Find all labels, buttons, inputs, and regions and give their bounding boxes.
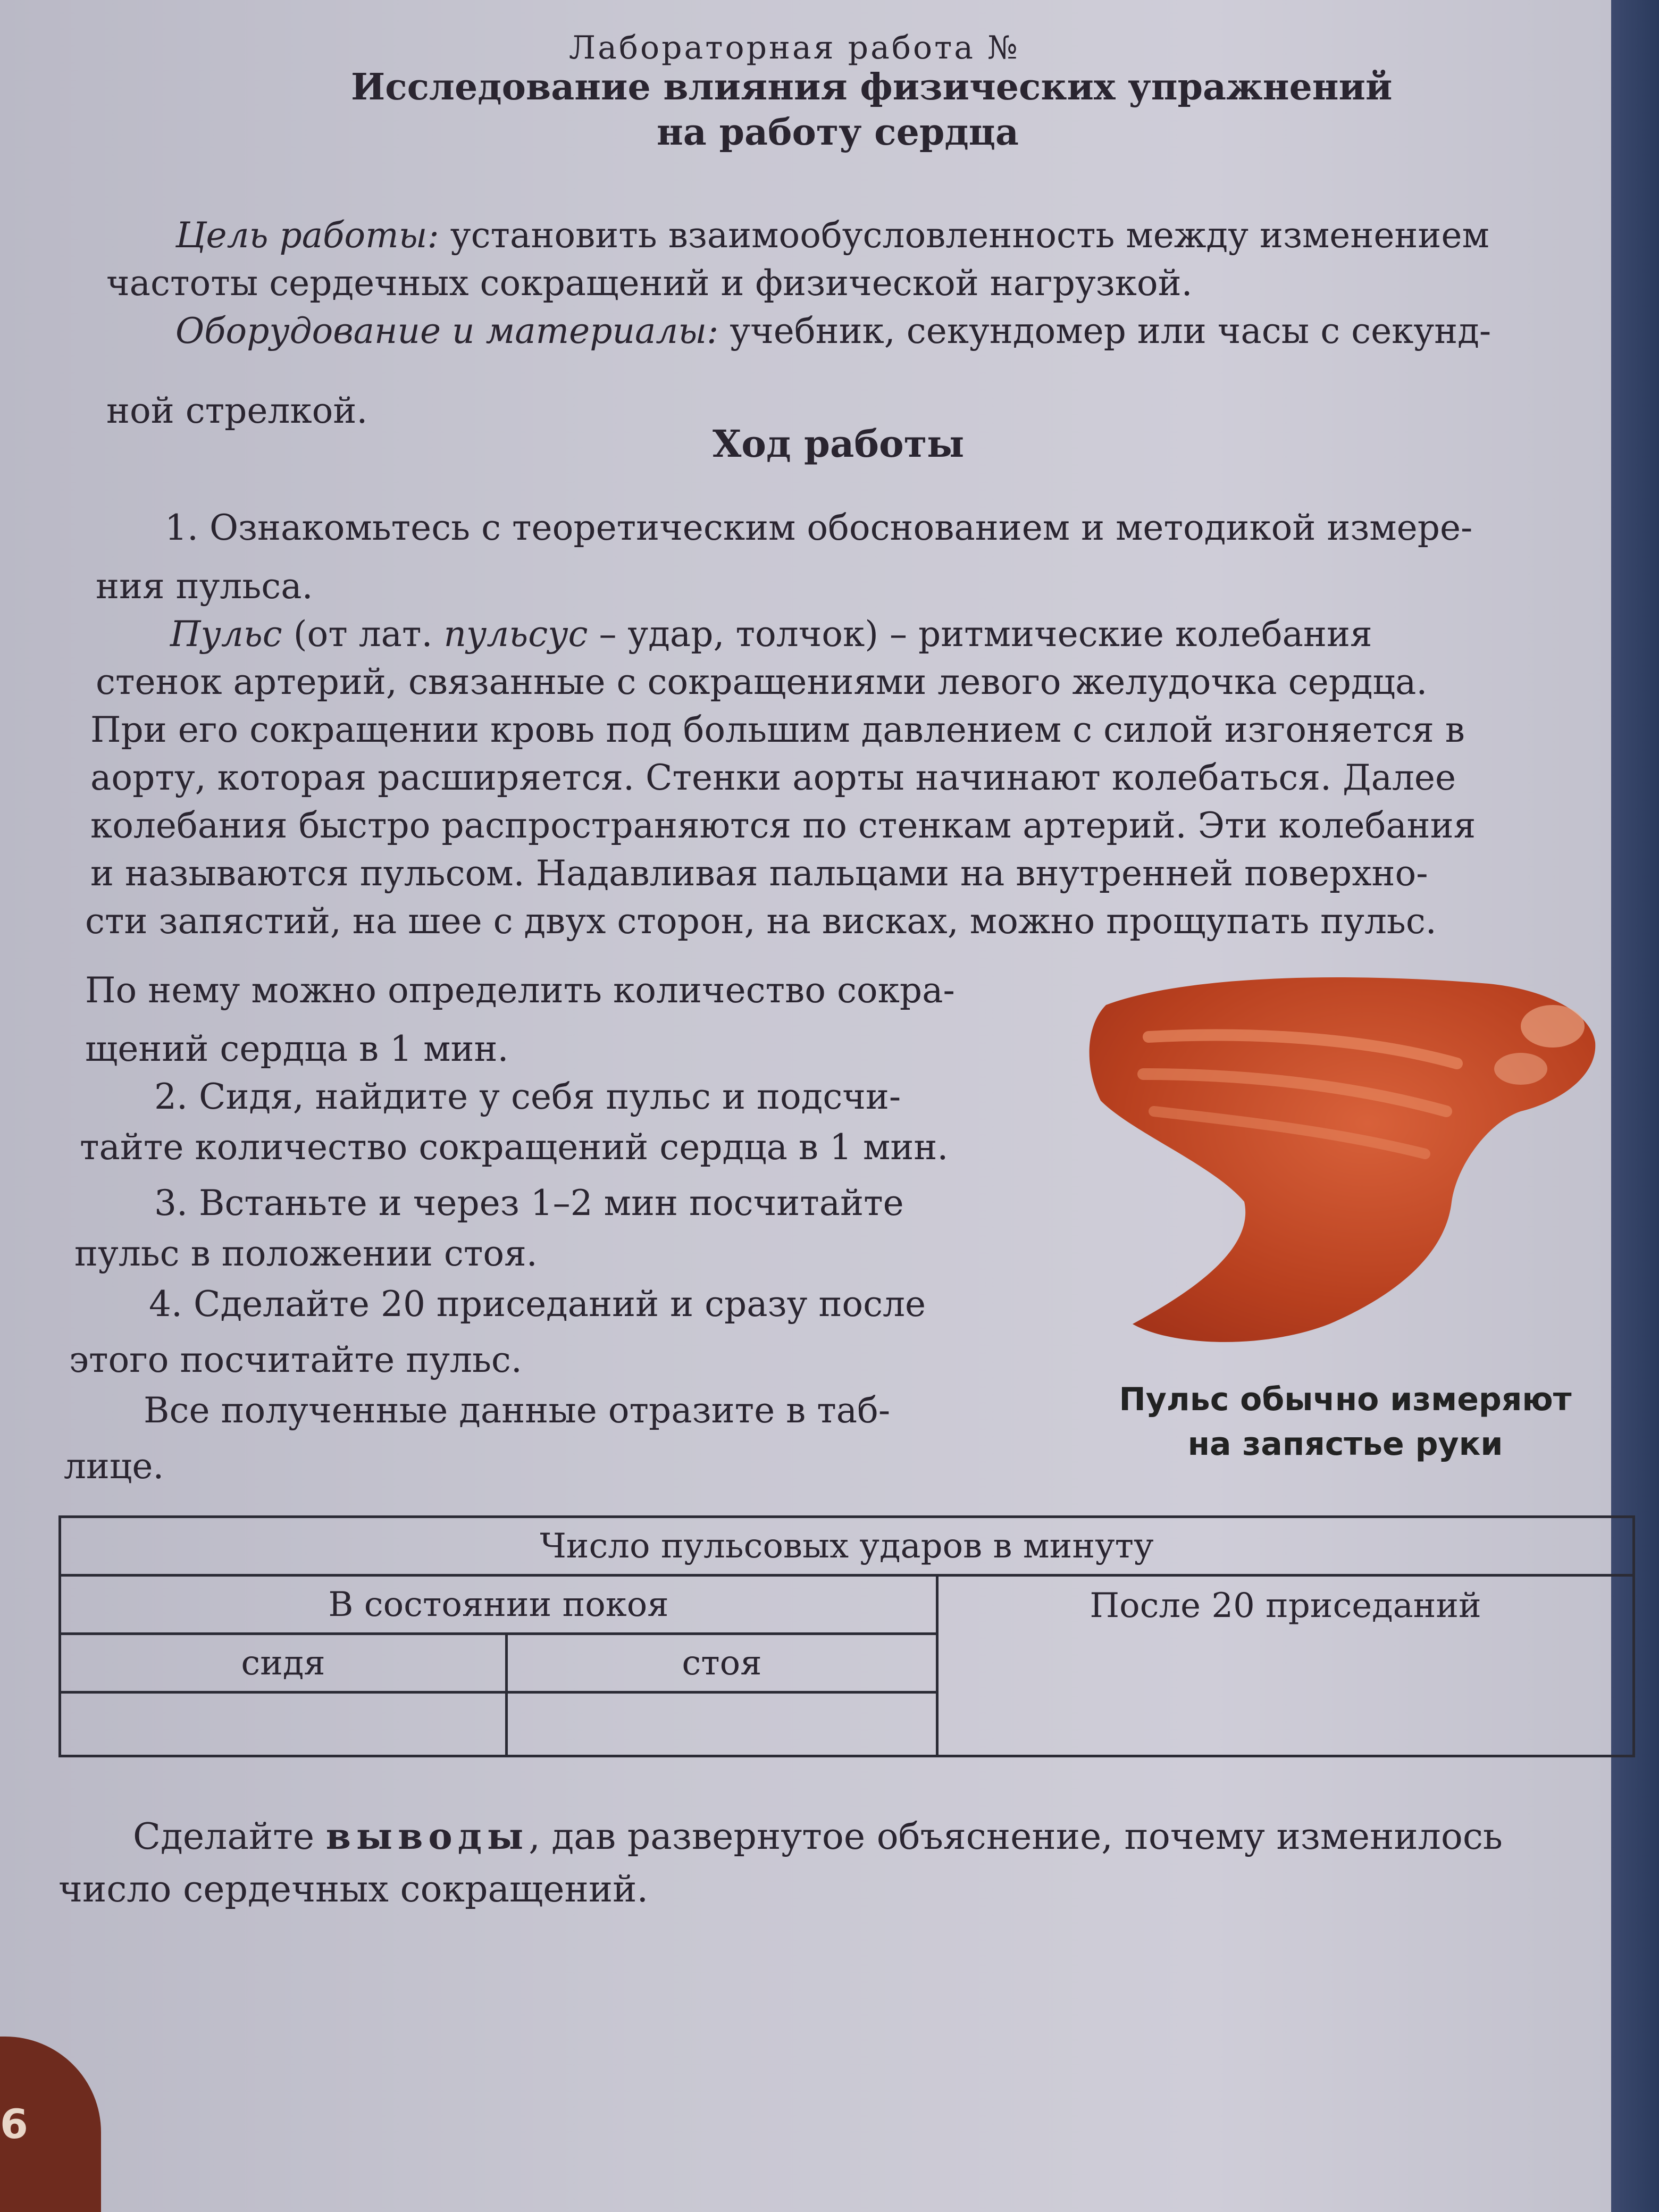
page-number-tab [0,2037,101,2212]
caption-line2: на запястье руки [1187,1426,1503,1463]
goal-text1: установить взаимообусловленность между изменением [450,215,1489,256]
hand-pulse-illustration [1085,952,1601,1356]
step3-line2: пульс в положении стоя. [74,1233,538,1274]
step4-line2: этого посчитайте пульс. [69,1339,522,1380]
sitting-value-cell[interactable] [60,1692,507,1756]
pulse-definition-line: аорту, которая расширяется. Стенки аорты начинают колебаться. Далее [90,757,1456,798]
section-title: Ход работы [713,422,965,466]
rest-header: В состоянии покоя [60,1576,937,1634]
step1-line2: ния пульса. [96,566,313,607]
page-title-line2: на работу сердца [657,111,1019,154]
after-squats-header: После 20 приседаний [937,1576,1634,1756]
pulse-definition-line: щений сердца в 1 мин. [85,1028,509,1069]
conclusion-bold: выводы [325,1815,529,1858]
sitting-header: сидя [60,1634,507,1692]
page-title-line1: Исследование влияния физических упражнений [351,66,1393,108]
caption-line1: Пульс обычно измеряют [1119,1381,1572,1418]
step4-line1: 4. Сделайте 20 приседаний и сразу после [149,1284,926,1325]
step3-line1: 3. Встаньте и через 1–2 мин посчитайте [154,1183,904,1224]
pulse-definition-line: сти запястий, на шее с двух сторон, на висках, можно прощупать пульс. [85,901,1437,942]
figure-caption [1063,1377,1627,1467]
pulse-rest: – удар, толчок) – ритмические колебания [599,614,1372,655]
equipment-line2: ной стрелкой. [106,390,368,431]
goal-label: Цель работы: [175,215,439,256]
table-title: Число пульсовых ударов в минуту [60,1517,1634,1576]
goal-line2: частоты сердечных сокращений и физической нагрузкой. [106,263,1193,304]
standing-header: стоя [507,1634,937,1692]
conclusion-prefix: Сделайте [133,1816,315,1858]
goal-line1 [175,215,1489,256]
table-instruction-line2: лице. [64,1446,164,1487]
pulse-definition-first-line [170,614,1372,655]
pulse-from: (от лат. [293,614,433,655]
pulse-latin: пульсус [443,614,588,655]
equipment-label: Оборудование и материалы: [175,311,719,351]
equipment-line1 [175,311,1492,351]
conclusion-rest: , дав развернутое объяснение, почему изменилось [529,1816,1503,1858]
step2-line2: тайте количество сокращений сердца в 1 мин. [80,1127,949,1168]
step1-line1: 1. Ознакомьтесь с теоретическим обоснованием и методикой измере- [165,507,1473,548]
equipment-text1: учебник, секундомер или часы с секунд- [730,311,1492,351]
lab-label: Лабораторная работа № [569,29,1020,66]
step2-line1: 2. Сидя, найдите у себя пульс и подсчи- [154,1076,901,1117]
pulse-definition-line: По нему можно определить количество сокра- [85,970,955,1011]
pulse-definition-line: При его сокращении кровь под большим давлением с силой изгоняется в [90,709,1465,750]
pulse-term: Пульс [170,614,282,655]
pulse-definition-line: колебания быстро распространяются по стенкам артерий. Эти колебания [90,805,1476,846]
pulse-table [58,1515,1635,1757]
pulse-definition-line: стенок артерий, связанные с сокращениями левого желудочка сердца. [96,661,1428,702]
standing-value-cell[interactable] [507,1692,937,1756]
pulse-definition-line: и называются пульсом. Надавливая пальцами на внутренней поверхно- [90,853,1428,894]
page-number: 6 [0,2100,28,2148]
table-instruction-line1: Все полученные данные отразите в таб- [144,1390,891,1431]
conclusion-line2: число сердечных сокращений. [58,1869,649,1911]
conclusion-line1 [133,1815,1503,1858]
